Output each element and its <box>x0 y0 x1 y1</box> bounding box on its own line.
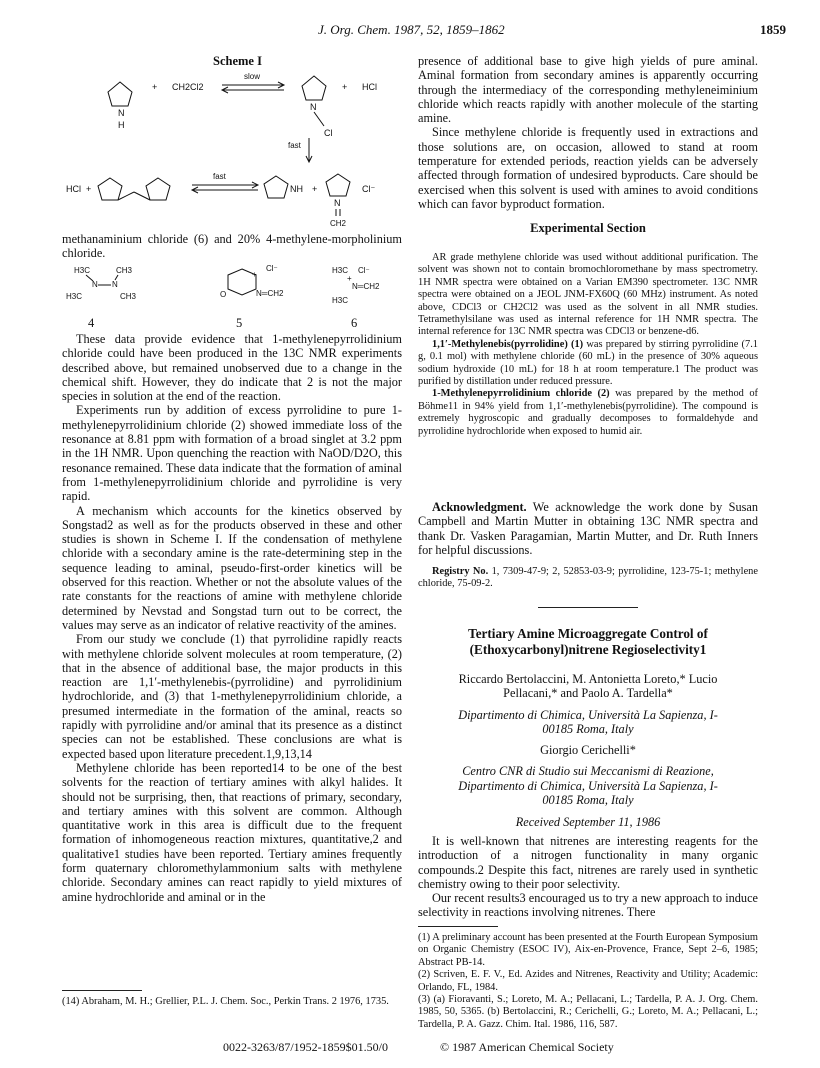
svg-text:HCl: HCl <box>66 184 81 194</box>
svg-text:H3C: H3C <box>74 266 91 275</box>
svg-text:CH2Cl2: CH2Cl2 <box>172 82 204 92</box>
footnote-rule-right <box>418 926 498 927</box>
exp-para-3-head: 1-Methylenepyrrolidinium chloride (2) <box>432 388 610 400</box>
exp-para-1: AR grade methylene chloride was used without additional purification. The solvent was shown not to contain bromochloromethane by mass spectrometry. 1H NMR spectra were obtained on a Varian EM390 spectrometer. 13C NMR spectra were obtained on a JEOL JNM-FX60Q (60 MHz) instrument. As noted above, CDCl3 or CH2Cl2 was used as the solvent in all NMR studies. Tetramethylsilane was used as internal reference for 1H NMR spectra. The internal reference for 13C NMR spectra was CDCl3 or benzene-d6. <box>418 252 758 338</box>
svg-text:N: N <box>310 102 317 112</box>
svg-text:NH: NH <box>290 184 303 194</box>
struct-number-6: 6 <box>351 316 358 330</box>
svg-text:N: N <box>118 108 125 118</box>
svg-text:HCl: HCl <box>362 82 377 92</box>
left-para-1: These data provide evidence that 1-methylenepyrrolidinium chloride could have been produced in the 13C NMR experiments described above, but remained unobserved due to a change in the chemical shift. However, they do indicate that 2 is not the major species in solution at the end of the reaction. <box>62 332 402 404</box>
svg-text:+: + <box>152 82 158 92</box>
registry-text: 1, 7309-47-9; 2, 52853-03-9; pyrrolidine, 123-75-1; methylene chloride, 75-09-2. <box>418 566 758 590</box>
article-para-1: It is well-known that nitrenes are interesting reagents for the introduction of a nitrogen functionality in many organic compounds.2 Despite this fact, nitrenes are rarely used in synthetic chemistry owing to their poor selectivity. <box>418 834 758 891</box>
left-column <box>62 232 402 261</box>
struct-number-5: 5 <box>236 316 243 330</box>
svg-text:O: O <box>220 290 227 299</box>
authors-1: Riccardo Bertolaccini, M. Antonietta Loreto,* Lucio Pellacani,* and Paolo A. Tardella* <box>458 672 718 701</box>
svg-text:+: + <box>312 184 318 194</box>
footnote-1: (1) A preliminary account has been presented at the Fourth European Symposium on Organic Chemistry (ESOC IV), Aix-en-Provence, France, Sept 2–6, 1985; Abstract PB-14. <box>418 932 758 968</box>
left-para-3: A mechanism which accounts for the kinetics observed by Songstad2 as well as for the products observed in these and other studies is shown in Scheme I. If the condensation of methylene chloride with a secondary amine is the rate-determining step in the sequence leading to aminal, pseudo-first-order kinetics will be observed for this reaction. Whether or not the absolute values of the rate constants for the reactions of amine with methylene chloride determined by Nevstad and Songstad turn out to be correct, the values may serve as an indicator of relative reactivity of the amines. <box>62 503 402 632</box>
registry-head: Registry No. <box>432 566 489 577</box>
footer-code: 0022-3263/87/1952-1859$01.50/0 <box>223 1040 388 1054</box>
left-para-4: From our study we conclude (1) that pyrrolidine rapidly reacts with methylene chloride solvent molecules at room temperature, (2) that in the absence of additional base, the major products in this reaction are 1,1′-methylenebis-(pyrrolidine) and pyrrolidinium hydrochloride, and (3) that 1-methylenepyrrolidinium chloride, a presumed intermediate in the formation of the aminal, reacts so rapidly with pyrrolidine and/or aminal that its presence as a distinct species can not be established. These conclusions are what is expected based upon literature precedent.1,9,13,14 <box>62 632 402 761</box>
article-body <box>418 834 758 920</box>
svg-text:slow: slow <box>244 72 261 81</box>
exp-para-2: was prepared by stirring pyrrolidine (7.1 g, 0.1 mol) with methylene chloride (60 mL) in the presence of 30% aqueous sodium hydroxide (10 mL) for 18 h at room temperature.1 The product was purified by distillation under reduced pressure. <box>418 338 758 388</box>
svg-text:+: + <box>342 82 348 92</box>
footnote-rule-left <box>62 990 142 991</box>
affiliation-2: Centro CNR di Studio sui Meccanismi di Reazione, Dipartimento di Chimica, Università La Sapienza, I-00185 Roma, Italy <box>458 764 718 808</box>
svg-text:+: + <box>86 184 92 194</box>
svg-text:H3C: H3C <box>332 266 349 275</box>
svg-text:fast: fast <box>213 172 226 181</box>
article-para-2: Our recent results3 encouraged us to try a new approach to induce selectivity in reactions involving nitrenes. There <box>418 891 758 920</box>
svg-text:CH3: CH3 <box>116 266 133 275</box>
article-title: Tertiary Amine Microaggregate Control of (Ethoxycarbonyl)nitrene Regioselectivity1 <box>468 626 708 657</box>
svg-text:H3C: H3C <box>66 292 83 301</box>
exp-para-2-head: 1,1′-Methylenebis(pyrrolidine) (1) <box>432 338 584 350</box>
right-footnotes <box>418 932 758 1031</box>
svg-text:N: N <box>112 280 118 289</box>
received-date: Received September 11, 1986 <box>515 815 661 830</box>
exp-para-3: was prepared by the method of Böhme11 in 94% yield from 1,1′-methylenebis(pyrrolidine). The compound is extremely hygroscopic and gradually decomposes to formaldehyde and pyrrolidine hydrochloride when exposed to humid air. <box>418 388 758 437</box>
svg-text:fast: fast <box>288 141 301 150</box>
footnote-2: (2) Scriven, E. F. V., Ed. Azides and Nitrenes, Reactivity and Utility; Academic: Orlando, FL, 1984. <box>418 969 758 993</box>
authors-2: Giorgio Cerichelli* <box>540 743 636 758</box>
right-para-2: Since methylene chloride is frequently used in extractions and those solutions are, on occasion, allowed to stand at room temperature for extended periods, reaction yields can be adversely affected through formation of undesired byproducts. Care should be exercised when this solvent is used with amines to avoid conditions which can favor byproduct formation. <box>418 125 758 211</box>
structures-4-5-6 <box>62 263 402 323</box>
svg-text:Cl⁻: Cl⁻ <box>362 184 376 194</box>
footer-copyright: © 1987 American Chemical Society <box>440 1040 614 1054</box>
svg-text:+: + <box>252 270 257 279</box>
right-column-top <box>418 54 758 240</box>
right-para-1: presence of additional base to give high yields of pure aminal. Aminal formation from secondary amines is apparently occurring through the intermediacy of the corresponding methyleneiminium chloride which reacts rapidly with another molecule of the starting amine. <box>418 54 758 126</box>
svg-text:Cl: Cl <box>324 128 333 138</box>
svg-text:N: N <box>92 280 98 289</box>
svg-text:H: H <box>118 120 125 130</box>
left-para-2: Experiments run by addition of excess pyrrolidine to pure 1-methylenepyrrolidinium chloride (2) showed immediate loss of the resonance at 8.81 ppm with formation of a broad singlet at 3.2 ppm in the 1H NMR. Upon quenching the reaction with NaOD/D2O, this resonance remained. These data indicate that the formation of aminal from 1-methylenepyrrolidinium chloride and pyrrolidine is very rapid. <box>62 403 402 504</box>
left-intro: methanaminium chloride (6) and 20% 4-methylene-morpholinium chloride. <box>62 232 402 261</box>
svg-text:N═CH2: N═CH2 <box>256 289 284 298</box>
page-number: 1859 <box>760 22 786 37</box>
svg-text:CH3: CH3 <box>120 292 137 301</box>
svg-text:N: N <box>334 198 341 208</box>
svg-text:CH2: CH2 <box>330 219 347 228</box>
experimental-section <box>418 252 758 438</box>
footnote-14: (14) Abraham, M. H.; Grellier, P.L. J. Chem. Soc., Perkin Trans. 2 1976, 1735. <box>62 996 389 1007</box>
experimental-heading: Experimental Section <box>530 221 646 236</box>
acknowledgment <box>418 500 758 557</box>
scheme-diagram <box>62 68 402 228</box>
left-para-5: Methylene chloride has been reported14 to be one of the best solvents for the reaction of tertiary amines with alkyl halides. It should not be surprising, then, that reactions of primary, secondary, and tertiary amines with this solvent are common. Although quantitative work in this area is difficult due to the frequent formation of inhomogeneous reaction mixtures, quantitative,2 and qualitative1 studies have been reported. Tertiary amines frequently form quaternary chloromethylammonium salts with methylene chloride. Secondary amines can react rapidly to yield mixtures of amine hydrochloride and aminal or in the <box>62 760 402 904</box>
scheme-title: Scheme I <box>213 54 262 68</box>
affiliation-1: Dipartimento di Chimica, Università La Sapienza, I-00185 Roma, Italy <box>458 707 718 736</box>
footnote-3: (3) (a) Fioravanti, S.; Loreto, M. A.; Pellacani, L.; Tardella, P. A. J. Org. Chem. 1985, 50, 5365. (b) Bertolaccini, R.; Cerichelli, G.; Loreto, M. A.; Pellacani, L.; Tardella, P. A. Gazz. Chim. Ital. 1986, 116, 587. <box>418 994 758 1030</box>
svg-text:N═CH2: N═CH2 <box>352 282 380 291</box>
svg-text:Cl⁻: Cl⁻ <box>266 264 278 273</box>
svg-text:+: + <box>347 274 352 283</box>
left-footnote <box>62 996 402 1008</box>
struct-number-4: 4 <box>88 316 95 330</box>
svg-text:H3C: H3C <box>332 296 349 305</box>
ack-text: We acknowledge the work done by Susan Campbell and Martin Mutter in obtaining 13C NMR spectra and thank Dr. Vasken Paragamian, Martin Mutter, and Dr. Ruth Inners for helpful discussions. <box>418 500 758 557</box>
svg-text:Cl⁻: Cl⁻ <box>358 266 370 275</box>
pyrrolidine-structure <box>108 82 132 106</box>
ack-head: Acknowledgment. <box>432 500 527 514</box>
journal-header: J. Org. Chem. 1987, 52, 1859–1862 <box>318 22 505 37</box>
registry <box>418 566 758 591</box>
left-body <box>62 332 402 904</box>
article-divider <box>538 607 638 608</box>
authors-block-1 <box>418 672 758 830</box>
